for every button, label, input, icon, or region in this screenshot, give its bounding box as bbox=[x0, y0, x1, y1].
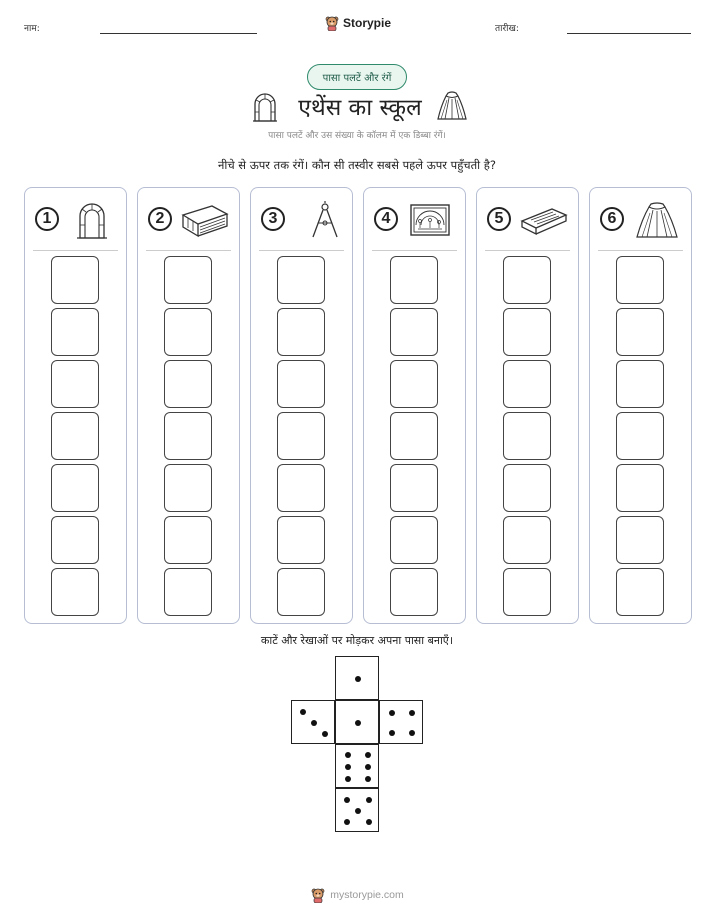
dice-dot bbox=[300, 709, 306, 715]
dice-dot bbox=[345, 764, 351, 770]
column-2 bbox=[137, 187, 240, 624]
dice-dot bbox=[389, 710, 395, 716]
column-header bbox=[477, 188, 578, 250]
color-box[interactable] bbox=[164, 360, 212, 408]
dice-face-5 bbox=[335, 788, 379, 832]
color-box[interactable] bbox=[503, 308, 551, 356]
dice-dot bbox=[355, 808, 361, 814]
color-box[interactable] bbox=[390, 256, 438, 304]
color-box[interactable] bbox=[51, 568, 99, 616]
column-number: 3 bbox=[261, 207, 285, 231]
column-number: 4 bbox=[374, 207, 398, 231]
instruction-text: नीचे से ऊपर तक रंगें। कौन सी तस्वीर सबसे पहले ऊपर पहुँचती है? bbox=[217, 158, 497, 172]
color-box[interactable] bbox=[390, 412, 438, 460]
color-box[interactable] bbox=[390, 308, 438, 356]
name-line bbox=[100, 33, 257, 34]
tablet-icon bbox=[519, 201, 569, 239]
column-6 bbox=[589, 187, 692, 624]
dice-face-4 bbox=[379, 700, 423, 744]
color-box[interactable] bbox=[503, 568, 551, 616]
color-box[interactable] bbox=[164, 308, 212, 356]
painting-icon bbox=[406, 201, 456, 239]
color-box[interactable] bbox=[51, 360, 99, 408]
color-box[interactable] bbox=[503, 412, 551, 460]
color-box[interactable] bbox=[164, 256, 212, 304]
column-1 bbox=[24, 187, 127, 624]
color-box[interactable] bbox=[616, 412, 664, 460]
column-5 bbox=[476, 187, 579, 624]
color-box[interactable] bbox=[390, 516, 438, 564]
column-divider bbox=[598, 250, 683, 251]
color-box[interactable] bbox=[51, 256, 99, 304]
column-header bbox=[590, 188, 691, 250]
dice-dot bbox=[311, 720, 317, 726]
subtitle: पासा पलटें और उस संख्या के कॉलम में एक डिब्बा रंगें। bbox=[268, 131, 446, 141]
dice-dot bbox=[345, 752, 351, 758]
activity-badge: पासा पलटें और रंगें bbox=[307, 64, 407, 90]
name-label: नाम: bbox=[24, 24, 40, 34]
color-box[interactable] bbox=[503, 360, 551, 408]
dice-dot bbox=[365, 752, 371, 758]
color-box[interactable] bbox=[616, 360, 664, 408]
date-label: तारीख: bbox=[495, 24, 519, 34]
color-box[interactable] bbox=[616, 256, 664, 304]
color-box[interactable] bbox=[164, 412, 212, 460]
color-box[interactable] bbox=[503, 464, 551, 512]
dice-race-columns bbox=[24, 187, 690, 624]
color-box[interactable] bbox=[51, 516, 99, 564]
column-divider bbox=[33, 250, 118, 251]
color-box[interactable] bbox=[164, 568, 212, 616]
color-box[interactable] bbox=[277, 464, 325, 512]
dice-dot bbox=[365, 764, 371, 770]
cloak-icon bbox=[436, 90, 468, 122]
column-divider bbox=[146, 250, 231, 251]
dice-dot bbox=[366, 797, 372, 803]
dice-dot bbox=[355, 720, 361, 726]
column-number: 2 bbox=[148, 207, 172, 231]
dice-dot bbox=[366, 819, 372, 825]
color-box[interactable] bbox=[616, 516, 664, 564]
bear-mascot-icon bbox=[325, 15, 339, 31]
color-box[interactable] bbox=[503, 516, 551, 564]
cloak-icon bbox=[632, 201, 682, 239]
column-3 bbox=[250, 187, 353, 624]
color-box[interactable] bbox=[616, 568, 664, 616]
bear-mascot-icon bbox=[310, 887, 326, 903]
dice-face-1 bbox=[335, 700, 379, 744]
title-row bbox=[240, 88, 480, 128]
cut-instruction: काटें और रेखाओं पर मोड़कर अपना पासा बनाएँ। bbox=[260, 634, 454, 647]
color-box[interactable] bbox=[277, 256, 325, 304]
column-header bbox=[25, 188, 126, 250]
compass-icon bbox=[293, 201, 343, 239]
dice-dot bbox=[355, 676, 361, 682]
footer bbox=[0, 885, 714, 905]
dice-dot bbox=[344, 819, 350, 825]
color-box[interactable] bbox=[277, 308, 325, 356]
column-number: 1 bbox=[35, 207, 59, 231]
dice-dot bbox=[344, 797, 350, 803]
dice-dot bbox=[345, 776, 351, 782]
column-divider bbox=[485, 250, 570, 251]
date-line bbox=[567, 33, 691, 34]
color-box[interactable] bbox=[390, 360, 438, 408]
color-box[interactable] bbox=[616, 308, 664, 356]
column-header bbox=[364, 188, 465, 250]
dice-dot bbox=[409, 730, 415, 736]
column-header bbox=[138, 188, 239, 250]
color-box[interactable] bbox=[503, 256, 551, 304]
color-box[interactable] bbox=[164, 516, 212, 564]
color-box[interactable] bbox=[51, 308, 99, 356]
color-box[interactable] bbox=[164, 464, 212, 512]
color-box[interactable] bbox=[51, 412, 99, 460]
dice-dot bbox=[409, 710, 415, 716]
dice-face-6 bbox=[335, 744, 379, 788]
book-icon bbox=[180, 201, 230, 239]
column-number: 5 bbox=[487, 207, 511, 231]
page-title: एथेंस का स्कूल bbox=[298, 95, 422, 121]
column-number: 6 bbox=[600, 207, 624, 231]
worksheet-header bbox=[0, 0, 714, 50]
dice-dot bbox=[389, 730, 395, 736]
brand-logo bbox=[325, 13, 391, 33]
arch-window-icon bbox=[67, 201, 117, 239]
column-divider bbox=[259, 250, 344, 251]
color-box[interactable] bbox=[390, 464, 438, 512]
column-divider bbox=[372, 250, 457, 251]
color-box[interactable] bbox=[51, 464, 99, 512]
color-box[interactable] bbox=[277, 412, 325, 460]
color-box[interactable] bbox=[390, 568, 438, 616]
footer-url: mystorypie.com bbox=[330, 889, 404, 901]
color-box[interactable] bbox=[277, 568, 325, 616]
column-4 bbox=[363, 187, 466, 624]
arch-window-icon bbox=[252, 92, 278, 122]
dice-dot bbox=[322, 731, 328, 737]
dice-face-1 bbox=[335, 656, 379, 700]
dice-dot bbox=[365, 776, 371, 782]
brand-name: Storypie bbox=[343, 16, 392, 30]
dice-face-3 bbox=[291, 700, 335, 744]
color-box[interactable] bbox=[277, 516, 325, 564]
color-box[interactable] bbox=[616, 464, 664, 512]
column-header bbox=[251, 188, 352, 250]
color-box[interactable] bbox=[277, 360, 325, 408]
